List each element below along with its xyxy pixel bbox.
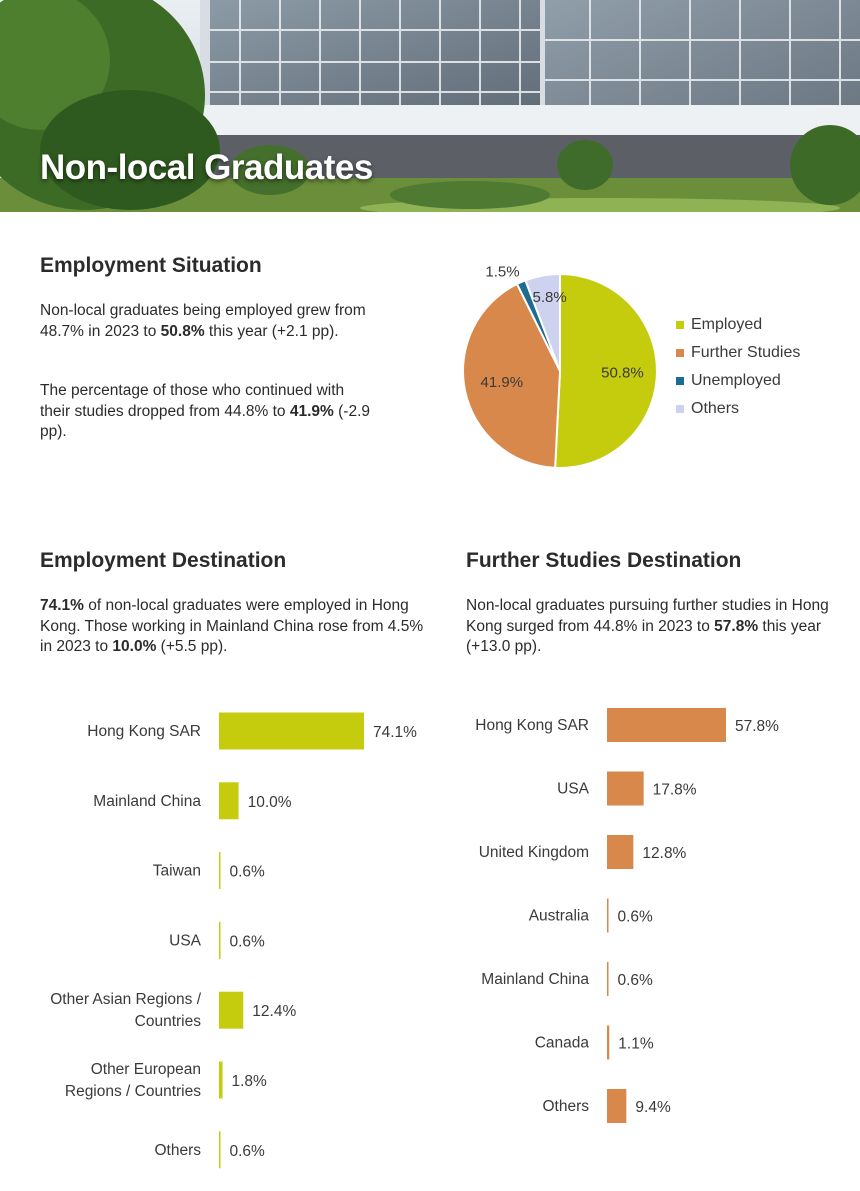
bar-australia [607, 899, 609, 933]
bar-value-usa: 0.6% [229, 933, 265, 951]
pie-legend [676, 311, 800, 423]
bar-mainland-china [607, 962, 609, 996]
bar-value-united-kingdom: 12.8% [642, 845, 687, 862]
header-banner [0, 0, 860, 212]
employment-destination-bar-chart [0, 690, 430, 1185]
bar-united-kingdom [607, 835, 633, 869]
bar-value-hong-kong-sar: 74.1% [373, 724, 417, 741]
pie-label-others: 5.8% [532, 288, 567, 306]
category-label-other-european-regions-countries: Other European Regions / Countries [64, 1061, 201, 1100]
further-studies-destination-heading: Further Studies Destination [466, 549, 742, 572]
further-studies-destination-text: Non-local graduates pursuing further studies in Hong Kong surged from 44.8% in 2023 to 57.8% this year (+13.0 pp). [466, 597, 829, 655]
employment-situation-heading: Employment Situation [40, 254, 262, 277]
category-label-others: Others [154, 1141, 201, 1159]
legend-label-further-studies: Further Studies [691, 344, 801, 361]
bar-value-mainland-china: 0.6% [617, 972, 653, 989]
category-label-others: Others [542, 1098, 589, 1115]
category-label-hong-kong-sar: Hong Kong SAR [87, 723, 201, 740]
employment-situation-pie-chart [440, 262, 670, 477]
bar-others [219, 1131, 221, 1168]
bar-mainland-china [219, 782, 239, 819]
category-label-other-asian-regions-countries: Other Asian Regions / Countries [50, 991, 201, 1031]
bar-usa [219, 922, 221, 959]
bar-value-others: 9.4% [635, 1099, 671, 1116]
employment-situation-text-2: The percentage of those who continued with their studies dropped from 44.8% to 41.9% (-2.9 pp). [40, 382, 371, 440]
bar-value-usa: 17.8% [652, 781, 697, 799]
category-label-usa: USA [557, 780, 589, 798]
legend-item-unemployed [676, 367, 800, 395]
category-label-hong-kong-sar: Hong Kong SAR [475, 717, 589, 734]
employment-destination-text: 74.1% of non-local graduates were employed in Hong Kong. Those working in Mainland China rose from 4.5% in 2023 to 10.0% (+5.5 pp). [40, 597, 424, 655]
bar-value-other-asian-regions-countries: 12.4% [252, 1003, 297, 1021]
bar-canada [607, 1026, 609, 1060]
legend-label-employed: Employed [691, 316, 763, 333]
bar-value-hong-kong-sar: 57.8% [735, 718, 779, 735]
further-studies-destination-bar-chart [430, 690, 860, 1135]
legend-item-others [676, 395, 800, 423]
legend-swatch-others [676, 405, 684, 413]
bar-usa [607, 772, 644, 806]
bar-value-mainland-china: 10.0% [247, 793, 292, 811]
employment-situation-text-1: Non-local graduates being employed grew from 48.7% in 2023 to 50.8% this year (+2.1 pp). [40, 302, 366, 340]
category-label-taiwan: Taiwan [152, 862, 201, 880]
legend-swatch-unemployed [676, 377, 684, 385]
legend-item-employed [676, 311, 800, 339]
legend-swatch-employed [676, 321, 684, 329]
bar-other-european-regions-countries [219, 1062, 223, 1099]
category-label-australia: Australia [528, 907, 589, 925]
legend-swatch-further-studies [676, 349, 684, 357]
bar-hong-kong-sar [607, 708, 726, 742]
bar-value-other-european-regions-countries: 1.8% [231, 1073, 267, 1090]
pie-label-employed: 50.8% [601, 364, 644, 382]
category-label-united-kingdom: United Kingdom [478, 844, 589, 861]
pie-label-unemployed: 1.5% [485, 263, 520, 281]
category-label-mainland-china: Mainland China [93, 792, 201, 810]
employment-destination-heading: Employment Destination [40, 549, 287, 572]
category-label-mainland-china: Mainland China [481, 971, 589, 988]
bar-value-others: 0.6% [229, 1142, 265, 1160]
pie-label-further-studies: 41.9% [480, 373, 524, 391]
page-title: Non-local Graduates [40, 148, 373, 187]
bar-value-taiwan: 0.6% [229, 863, 265, 881]
category-label-canada: Canada [534, 1034, 589, 1052]
legend-item-further-studies [676, 339, 800, 367]
bar-other-asian-regions-countries [219, 992, 243, 1029]
bar-others [607, 1089, 626, 1123]
category-label-usa: USA [169, 932, 201, 950]
bar-value-canada: 1.1% [618, 1035, 654, 1053]
legend-label-unemployed: Unemployed [691, 372, 781, 389]
bar-taiwan [219, 852, 221, 889]
legend-label-others: Others [691, 400, 740, 417]
bar-value-australia: 0.6% [617, 908, 653, 926]
bar-hong-kong-sar [219, 713, 364, 750]
